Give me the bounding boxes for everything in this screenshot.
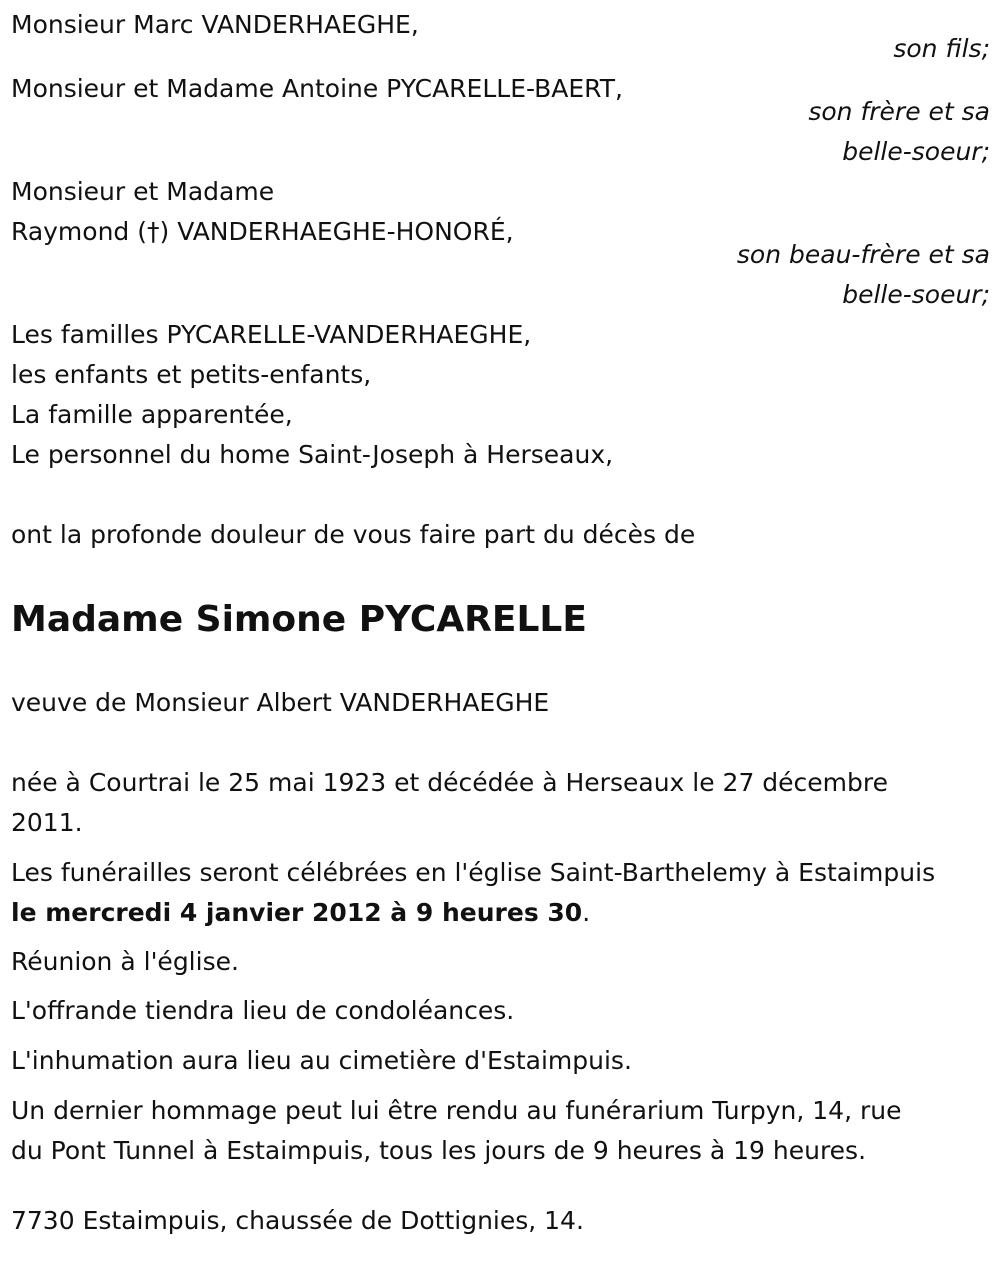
tribute: Un dernier hommage peut lui être rendu au funérarium Turpyn, 14, rue: [11, 1096, 902, 1125]
tribute: du Pont Tunnel à Estaimpuis, tous les jours de 9 heures à 19 heures.: [11, 1136, 867, 1165]
families-list: [11, 315, 613, 475]
funeral-date-line: [11, 893, 990, 933]
note: L'inhumation aura lieu au cimetière d'Estaimpuis.: [11, 1046, 632, 1075]
mourner-relation: son fils;: [893, 34, 990, 63]
mourner-relation: son frère et sa: [808, 97, 990, 126]
family-line: Les familles PYCARELLE-VANDERHAEGHE,: [11, 320, 532, 349]
widow-of: veuve de Monsieur Albert VANDERHAEGHE: [11, 688, 550, 717]
address: 7730 Estaimpuis, chaussée de Dottignies, 14.: [11, 1206, 584, 1235]
note: L'offrande tiendra lieu de condoléances.: [11, 996, 515, 1025]
funeral-date: le mercredi 4 janvier 2012 à 9 heures 30: [11, 898, 583, 927]
mourner-name: Monsieur et Madame Antoine PYCARELLE-BAERT,: [11, 74, 623, 103]
birth-death: née à Courtrai le 25 mai 1923 et décédée à Herseaux le 27 décembre: [11, 768, 889, 797]
birth-death: 2011.: [11, 808, 83, 837]
family-line: les enfants et petits-enfants,: [11, 360, 372, 389]
mourner-name: Raymond (†) VANDERHAEGHE-HONORÉ,: [11, 217, 514, 246]
deceased-name: Madame Simone PYCARELLE: [11, 599, 587, 640]
mourner-relation: belle-soeur;: [842, 280, 990, 309]
family-line: La famille apparentée,: [11, 400, 293, 429]
mourner-name: Monsieur Marc VANDERHAEGHE,: [11, 10, 419, 39]
note: Réunion à l'église.: [11, 947, 239, 976]
funeral-date-suffix: .: [582, 898, 591, 927]
mourner-name: Monsieur et Madame: [11, 177, 275, 206]
mourner-relation: son beau-frère et sa: [736, 240, 990, 269]
mourner-relation: belle-soeur;: [842, 137, 990, 166]
funeral-text: Les funérailles seront célébrées en l'église Saint-Barthelemy à Estaimpuis: [11, 858, 936, 887]
announcement: ont la profonde douleur de vous faire part du décès de: [11, 520, 696, 549]
family-line: Le personnel du home Saint-Joseph à Herseaux,: [11, 440, 614, 469]
